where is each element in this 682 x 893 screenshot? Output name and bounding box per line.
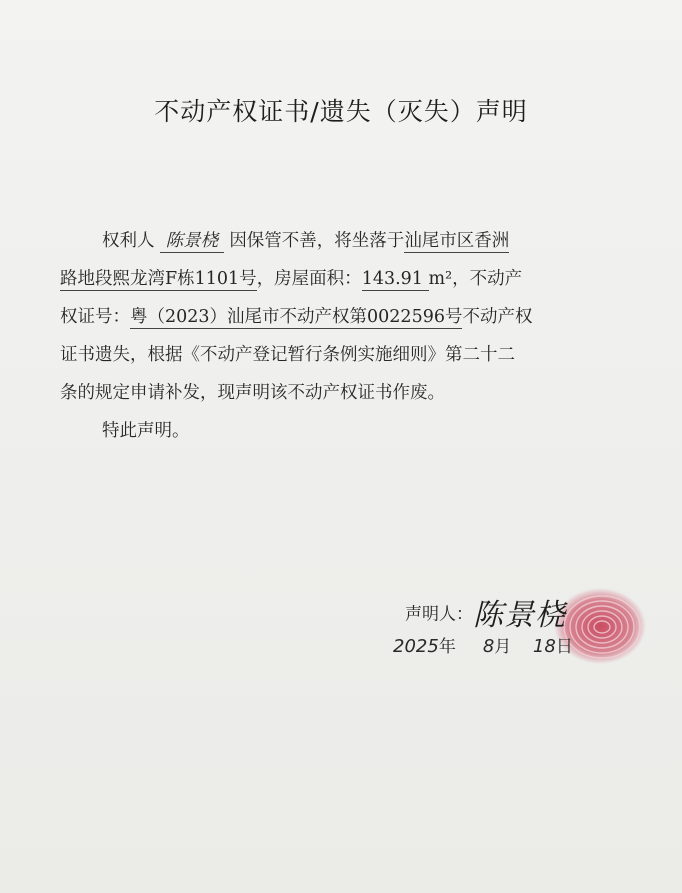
after-cert-text: 不动产权 bbox=[462, 307, 533, 327]
closing-text: 特此声明。 bbox=[102, 421, 190, 441]
date-month-unit: 月 bbox=[494, 637, 512, 657]
cert-prefix-b: 权证号： bbox=[60, 307, 130, 327]
cause-text: 因保管不善，将坐落于 bbox=[229, 231, 405, 251]
owner-prefix: 权利人 bbox=[102, 231, 155, 251]
area-unit: m² bbox=[428, 269, 453, 289]
area-value: 143.91 bbox=[362, 269, 429, 291]
statement-line-4: 证书遗失，根据《不动产登记暂行条例实施细则》第二十二 bbox=[60, 345, 515, 365]
statement-line-3 bbox=[60, 302, 630, 340]
date-day: 18 bbox=[532, 636, 556, 657]
owner-name: 陈景桡 bbox=[160, 231, 224, 253]
date-day-unit: 日 bbox=[555, 637, 573, 657]
area-label: ，房屋面积： bbox=[256, 269, 362, 289]
signature-row bbox=[405, 590, 566, 633]
page-title: 不动产权证书/遗失（灭失）声明 bbox=[154, 97, 528, 126]
statement-body bbox=[60, 226, 630, 454]
signer-label: 声明人： bbox=[405, 604, 473, 625]
date-year-unit: 年 bbox=[438, 637, 456, 657]
statement-line-1 bbox=[60, 226, 630, 264]
signature-date bbox=[393, 632, 573, 657]
signer-signature: 陈景桡 bbox=[473, 598, 566, 633]
location-part2: 路地段熙龙湾F栋1101号 bbox=[60, 269, 257, 289]
location-part1: 汕尾市区香洲 bbox=[404, 231, 510, 251]
statement-line-5: 条的规定申请补发，现声明该不动产权证书作废。 bbox=[60, 383, 445, 403]
date-month: 8 bbox=[482, 636, 495, 657]
statement-line-2 bbox=[60, 264, 630, 302]
date-year: 2025 bbox=[393, 636, 439, 657]
cert-number: 粤（2023）汕尾市不动产权第0022596号 bbox=[130, 307, 463, 327]
cert-prefix-a: ，不动产 bbox=[452, 269, 523, 289]
